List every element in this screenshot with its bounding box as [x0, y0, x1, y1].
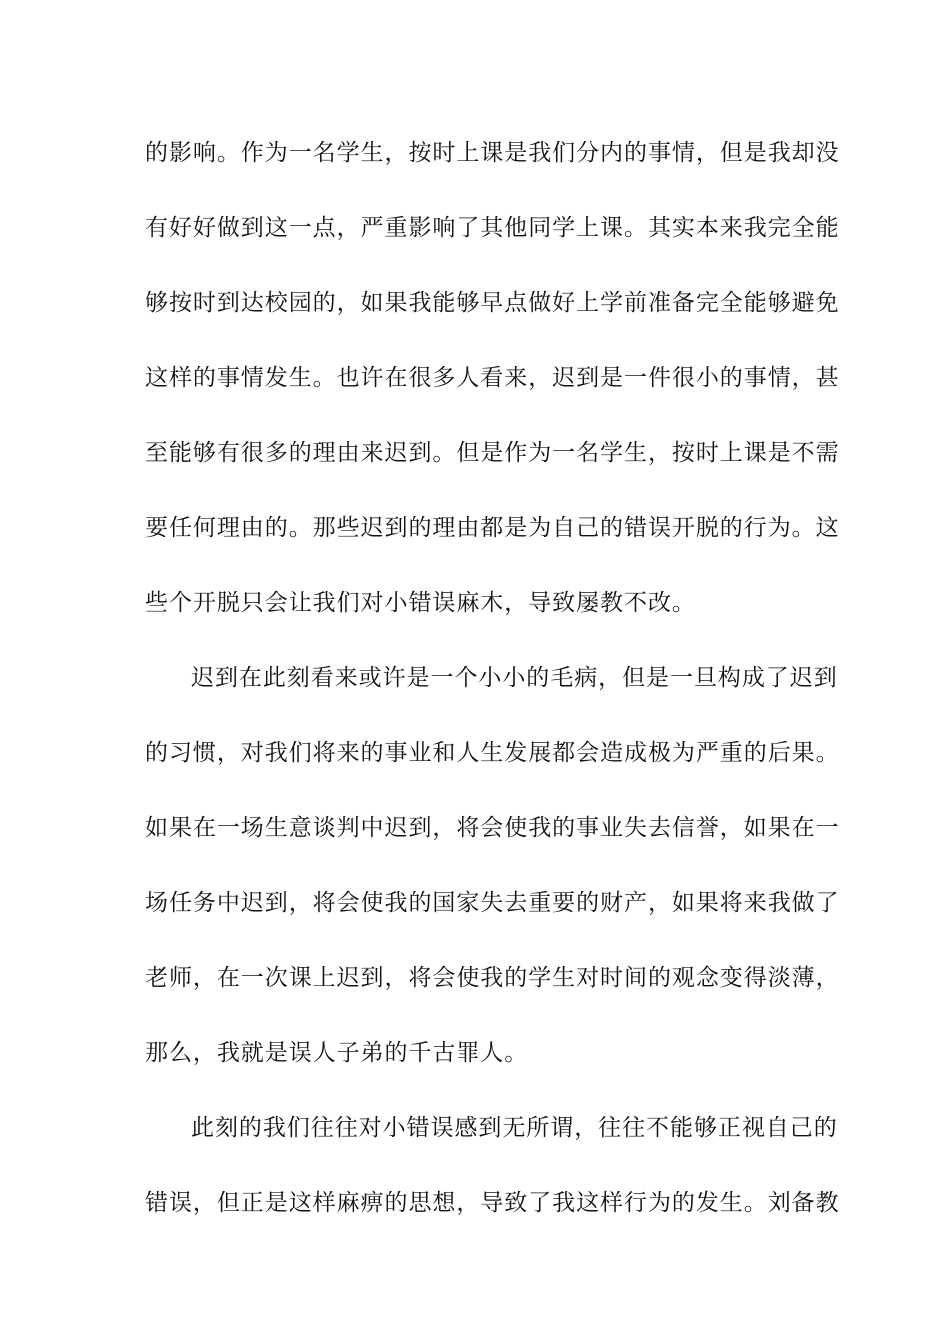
text-line: 老师，在一次课上迟到，将会使我的学生对时间的观念变得淡薄， [145, 965, 840, 991]
body-text [145, 131, 840, 1256]
text-line: 的习惯，对我们将来的事业和人生发展都会造成极为严重的后果。 [145, 740, 840, 766]
text-line: 些个开脱只会让我们对小错误麻木，导致屡教不改。 [145, 590, 696, 616]
paragraph-start-line: 迟到在此刻看来或许是一个小小的毛病，但是一旦构成了迟到 [191, 665, 838, 691]
text-line: 的影响。作为一名学生，按时上课是我们分内的事情，但是我却没 [145, 140, 840, 166]
paragraph-start-line: 此刻的我们往往对小错误感到无所谓，往往不能够正视自己的 [191, 1115, 838, 1141]
text-line: 错误，但正是这样麻痹的思想，导致了我这样行为的发生。刘备教 [145, 1190, 840, 1216]
text-line: 有好好做到这一点，严重影响了其他同学上课。其实本来我完全能 [145, 215, 840, 241]
text-line: 够按时到达校园的，如果我能够早点做好上学前准备完全能够避免 [145, 290, 840, 316]
text-line: 那么，我就是误人子弟的千古罪人。 [145, 1040, 529, 1066]
text-line: 要任何理由的。那些迟到的理由都是为自己的错误开脱的行为。这 [145, 515, 840, 541]
text-line: 这样的事情发生。也许在很多人看来，迟到是一件很小的事情，甚 [145, 365, 840, 391]
text-line: 如果在一场生意谈判中迟到，将会使我的事业失去信誉，如果在一 [145, 815, 840, 841]
text-line: 至能够有很多的理由来迟到。但是作为一名学生，按时上课是不需 [145, 440, 840, 466]
text-line: 场任务中迟到，将会使我的国家失去重要的财产，如果将来我做了 [145, 890, 840, 916]
